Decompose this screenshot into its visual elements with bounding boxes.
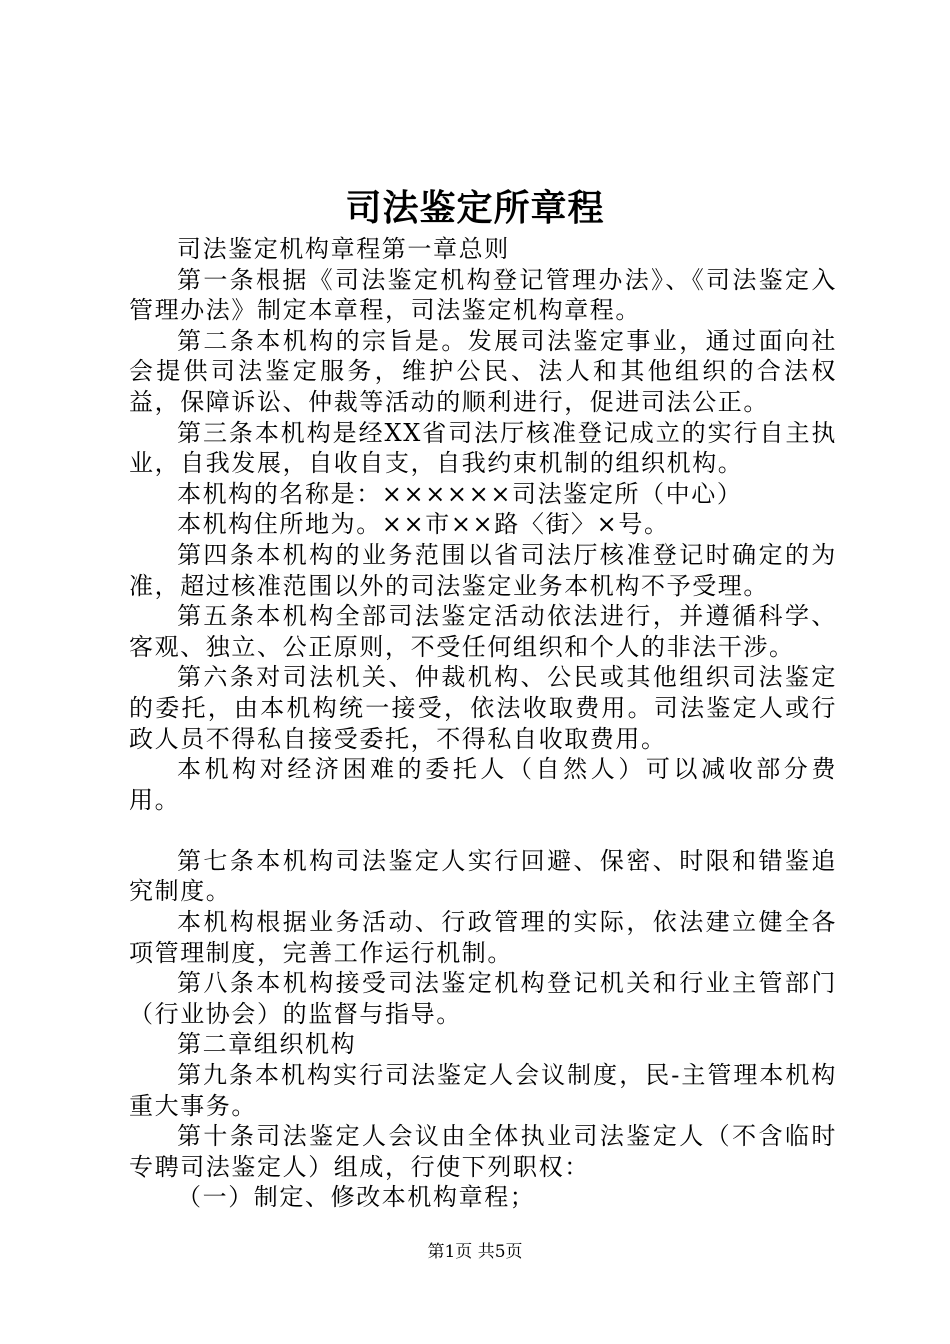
document-title: 司法鉴定所章程	[345, 187, 605, 229]
page-number-footer: 第1页 共5页	[427, 1242, 523, 1262]
paragraph-article-4: 第四条本机构的业务范围以省司法厅核准登记时确定的为准，超过核准范围以外的司法鉴定业务本机构不予受理。	[129, 540, 837, 600]
paragraph-chapter-2-heading: 第二章组织机构	[177, 1030, 357, 1059]
paragraph-article-1: 第一条根据《司法鉴定机构登记管理办法》、《司法鉴定入管理办法》制定本章程，司法鉴定机构章程。	[129, 265, 837, 325]
paragraph-article-8: 第八条本机构接受司法鉴定机构登记机关和行业主管部门（行业协会）的监督与指导。	[129, 969, 837, 1028]
paragraph-article-10: 第十条司法鉴定人会议由全体执业司法鉴定人（不含临时专聘司法鉴定人）组成，行使下列职权：	[129, 1122, 837, 1181]
list-item-1: （一）制定、修改本机构章程；	[177, 1183, 536, 1212]
blank-line	[129, 815, 837, 846]
paragraph-org-name: 本机构的名称是：××××××司法鉴定所（中心）	[177, 479, 743, 508]
paragraph-org-address: 本机构住所地为。××市××路〈街〉×号。	[177, 510, 670, 539]
paragraph-article-2: 第二条本机构的宗旨是。发展司法鉴定事业，通过面向社会提供司法鉴定服务，维护公民、法人和其他组织的合法权益，保障诉讼、仲裁等活动的顺利进行，促进司法公正。	[129, 326, 837, 416]
paragraph-article-9: 第九条本机构实行司法鉴定人会议制度，民-主管理本机构重大事务。	[129, 1061, 837, 1120]
document-body	[129, 234, 837, 1213]
paragraph-article-5: 第五条本机构全部司法鉴定活动依法进行，并遵循科学、客观、独立、公正原则，不受任何组织和个人的非法干涉。	[129, 602, 837, 661]
paragraph-chapter-1-heading: 司法鉴定机构章程第一章总则	[177, 235, 510, 263]
paragraph-management-system: 本机构根据业务活动、行政管理的实际，依法建立健全各项管理制度，完善工作运行机制。	[129, 908, 837, 967]
paragraph-article-7: 第七条本机构司法鉴定人实行回避、保密、时限和错鉴追究制度。	[129, 846, 837, 906]
paragraph-article-6: 第六条对司法机关、仲裁机构、公民或其他组织司法鉴定的委托，由本机构统一接受，依法收取费用。司法鉴定人或行政人员不得私自接受委托，不得私自收取费用。	[129, 663, 837, 753]
paragraph-article-3: 第三条本机构是经XX省司法厅核准登记成立的实行自主执业，自我发展，自收自支，自我约束机制的组织机构。	[129, 418, 837, 478]
paragraph-fee-reduction: 本机构对经济困难的委托人（自然人）可以减收部分费用。	[129, 755, 837, 814]
